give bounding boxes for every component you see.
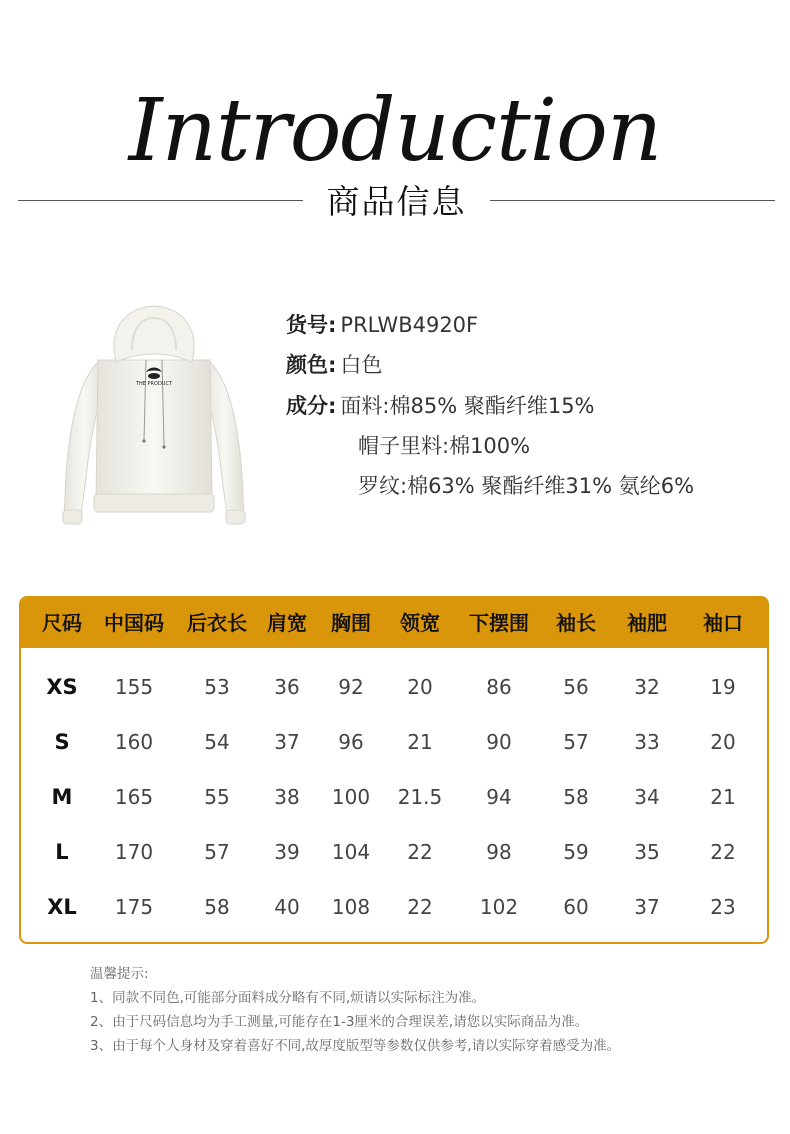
chest-print-text: THE PRODUCT xyxy=(135,381,173,387)
table-cell: 90 xyxy=(486,730,512,754)
table-cell: 58 xyxy=(563,785,589,809)
column-header: 袖长 xyxy=(556,611,596,635)
composition-line: 帽子里料:棉100% xyxy=(358,434,531,458)
column-header: 后衣长 xyxy=(187,611,247,635)
divider-right xyxy=(490,200,775,201)
table-cell: 98 xyxy=(486,840,512,864)
column-header: 胸围 xyxy=(331,611,371,635)
table-cell: 37 xyxy=(274,730,300,754)
size-label-cell: S xyxy=(54,730,70,754)
column-header: 肩宽 xyxy=(267,611,307,635)
table-cell: 39 xyxy=(274,840,300,864)
table-cell: 22 xyxy=(407,840,433,864)
column-header: 袖口 xyxy=(703,611,743,635)
color-value: 白色 xyxy=(340,353,383,377)
table-cell: 35 xyxy=(634,840,660,864)
table-cell: 96 xyxy=(338,730,364,754)
table-cell: 160 xyxy=(114,730,154,754)
table-cell: 155 xyxy=(114,675,154,699)
table-cell: 104 xyxy=(331,840,371,864)
table-row xyxy=(21,715,767,770)
page-title: Introduction xyxy=(128,81,662,181)
table-cell: 21.5 xyxy=(397,785,443,809)
notes-title: 温馨提示: xyxy=(90,966,149,982)
table-cell: 108 xyxy=(331,895,371,919)
table-row xyxy=(21,770,767,825)
table-cell: 53 xyxy=(204,675,230,699)
table-cell: 34 xyxy=(634,785,660,809)
table-cell: 170 xyxy=(114,840,154,864)
table-cell: 92 xyxy=(338,675,364,699)
table-cell: 36 xyxy=(274,675,300,699)
color-row xyxy=(286,350,382,380)
table-cell: 22 xyxy=(407,895,433,919)
column-header: 袖肥 xyxy=(627,611,667,635)
page-subtitle: 商品信息 xyxy=(326,182,467,221)
table-header xyxy=(21,598,767,648)
hoodie-illustration xyxy=(58,300,250,535)
table-cell: 33 xyxy=(634,730,660,754)
composition-line: 罗纹:棉63% 聚酯纤维31% 氨纶6% xyxy=(358,474,695,498)
table-cell: 86 xyxy=(486,675,512,699)
table-cell: 22 xyxy=(710,840,736,864)
size-label-cell: L xyxy=(55,840,69,864)
table-cell: 58 xyxy=(204,895,230,919)
table-cell: 60 xyxy=(563,895,589,919)
table-cell: 32 xyxy=(634,675,660,699)
table-cell: 23 xyxy=(710,895,736,919)
table-cell: 37 xyxy=(634,895,660,919)
note-item: 1、同款不同色,可能部分面料成分略有不同,烦请以实际标注为准。 xyxy=(90,990,486,1006)
composition-row xyxy=(358,471,694,501)
table-cell: 59 xyxy=(563,840,589,864)
table-cell: 57 xyxy=(204,840,230,864)
composition-row xyxy=(358,431,530,461)
table-cell: 21 xyxy=(407,730,433,754)
sku-row xyxy=(286,310,478,340)
subtitle-row xyxy=(18,180,775,224)
composition-row xyxy=(286,391,595,421)
column-header: 中国码 xyxy=(104,611,164,635)
size-table xyxy=(19,596,769,944)
table-cell: 94 xyxy=(486,785,512,809)
table-cell: 54 xyxy=(204,730,230,754)
table-cell: 40 xyxy=(274,895,300,919)
table-cell: 56 xyxy=(563,675,589,699)
table-cell: 21 xyxy=(710,785,736,809)
note-item: 3、由于每个人身材及穿着喜好不同,故厚度版型等参数仅供参考,请以实际穿着感受为准。 xyxy=(90,1038,621,1054)
column-header: 下摆围 xyxy=(469,611,529,635)
table-cell: 55 xyxy=(204,785,230,809)
table-cell: 175 xyxy=(114,895,154,919)
table-cell: 100 xyxy=(331,785,371,809)
size-label-cell: M xyxy=(51,785,73,809)
table-cell: 38 xyxy=(274,785,300,809)
composition-line: 面料:棉85% 聚酯纤维15% xyxy=(340,394,595,418)
sku-value: PRLWB4920F xyxy=(340,313,479,337)
table-cell: 102 xyxy=(479,895,519,919)
table-cell: 165 xyxy=(114,785,154,809)
color-label: 颜色: xyxy=(286,353,337,377)
table-row xyxy=(21,660,767,715)
table-cell: 19 xyxy=(710,675,736,699)
table-row xyxy=(21,825,767,880)
table-cell: 20 xyxy=(710,730,736,754)
product-image xyxy=(58,300,250,535)
table-cell: 57 xyxy=(563,730,589,754)
sku-label: 货号: xyxy=(286,313,337,337)
column-header: 领宽 xyxy=(400,611,440,635)
size-label-cell: XS xyxy=(46,675,78,699)
note-item: 2、由于尺码信息均为手工测量,可能存在1-3厘米的合理误差,请您以实际商品为准。 xyxy=(90,1014,589,1030)
composition-label: 成分: xyxy=(286,394,337,418)
table-cell: 20 xyxy=(407,675,433,699)
column-header: 尺码 xyxy=(42,611,82,635)
size-label-cell: XL xyxy=(47,895,77,919)
table-row xyxy=(21,880,767,935)
